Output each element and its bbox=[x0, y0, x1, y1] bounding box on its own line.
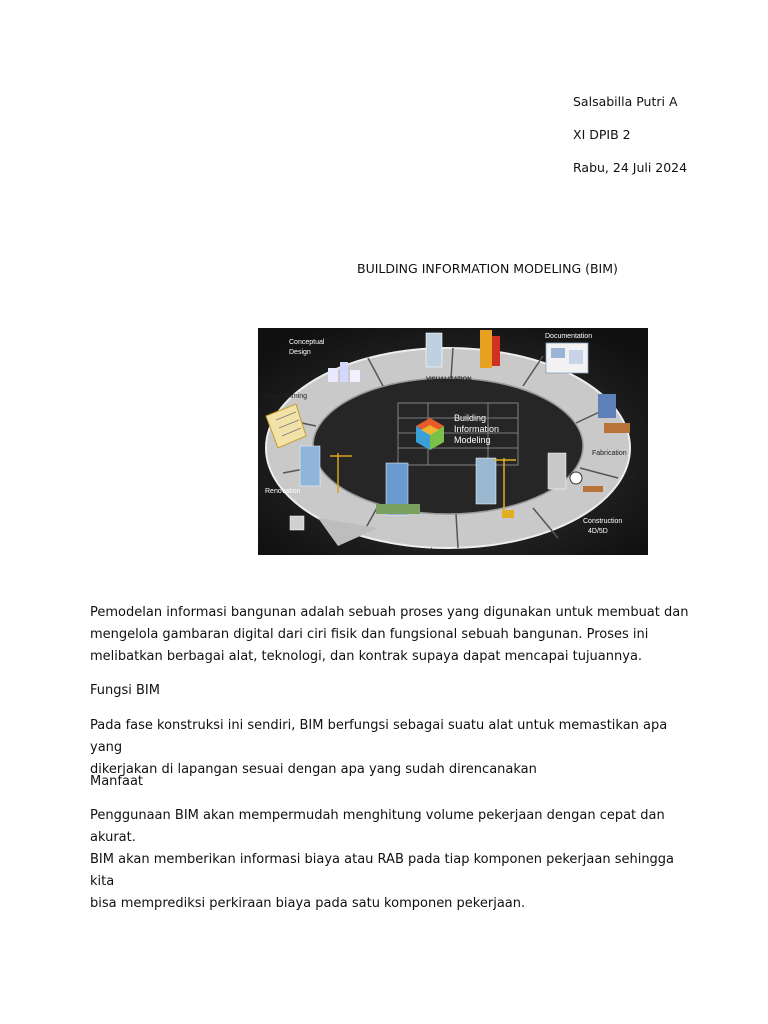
label-fabrication: Fabrication bbox=[592, 450, 627, 457]
center-label-line-2: Information bbox=[454, 424, 500, 434]
intro-line-3: melibatkan berbagai alat, teknologi, dan kontrak supaya dapat mencapai tujuannya. bbox=[90, 649, 643, 664]
label-construction-4d5d-1: Construction bbox=[583, 518, 623, 525]
heading-fungsi-bim: Fungsi BIM bbox=[90, 683, 160, 698]
header-name: Salsabilla Putri A bbox=[573, 94, 678, 109]
manfaat-paragraph bbox=[90, 805, 695, 915]
lifecycle-ring-inner bbox=[313, 378, 583, 514]
label-renovation: Renovation bbox=[265, 488, 301, 495]
ring-visualization-label: VISUALIZATION bbox=[426, 377, 472, 383]
label-operation: Operation and bbox=[388, 548, 433, 555]
fungsi-line-1: Pada fase konstruksi ini sendiri, BIM berfungsi sebagai suatu alat untuk memastikan apa yang bbox=[90, 718, 668, 755]
intro-line-2: mengelola gambaran digital dari ciri fisik dan fungsional sebuah bangunan. Proses ini bbox=[90, 627, 649, 642]
label-construction-4d5d-2: 4D/5D bbox=[588, 528, 608, 535]
header-date: Rabu, 24 Juli 2024 bbox=[573, 160, 688, 175]
center-label-line-3: Modeling bbox=[454, 435, 491, 445]
heading-manfaat: Manfaat bbox=[90, 774, 144, 789]
document-title: BUILDING INFORMATION MODELING (BIM) bbox=[357, 261, 618, 276]
bim-diagram-figure bbox=[258, 328, 648, 555]
label-construction: Construction bbox=[488, 548, 528, 555]
documentation-sheet bbox=[546, 343, 588, 373]
manfaat-line-1: Penggunaan BIM akan mempermudah menghitung volume pekerjaan dengan cepat dan akurat. bbox=[90, 808, 665, 845]
intro-line-1: Pemodelan informasi bangunan adalah sebuah proses yang digunakan untuk membuat dan bbox=[90, 605, 689, 620]
label-conceptual-design-2: Design bbox=[289, 349, 311, 356]
manfaat-line-2: BIM akan memberikan informasi biaya atau RAB pada tiap komponen pekerjaan sehingga kita bbox=[90, 852, 675, 889]
operation-equipment bbox=[290, 516, 304, 530]
header-class: XI DPIB 2 bbox=[573, 127, 631, 142]
label-conceptual-design-1: Conceptual bbox=[289, 339, 325, 346]
label-programming: Programming bbox=[265, 393, 308, 400]
label-documentation: Documentation bbox=[545, 333, 593, 340]
fungsi-line-2: dikerjakan di lapangan sesuai dengan apa yang sudah direncanakan bbox=[90, 762, 537, 777]
manfaat-line-3: bisa memprediksi perkiraan biaya pada satu komponen pekerjaan. bbox=[90, 896, 526, 911]
center-label-line-1: Building bbox=[454, 413, 487, 423]
intro-paragraph bbox=[90, 602, 695, 668]
